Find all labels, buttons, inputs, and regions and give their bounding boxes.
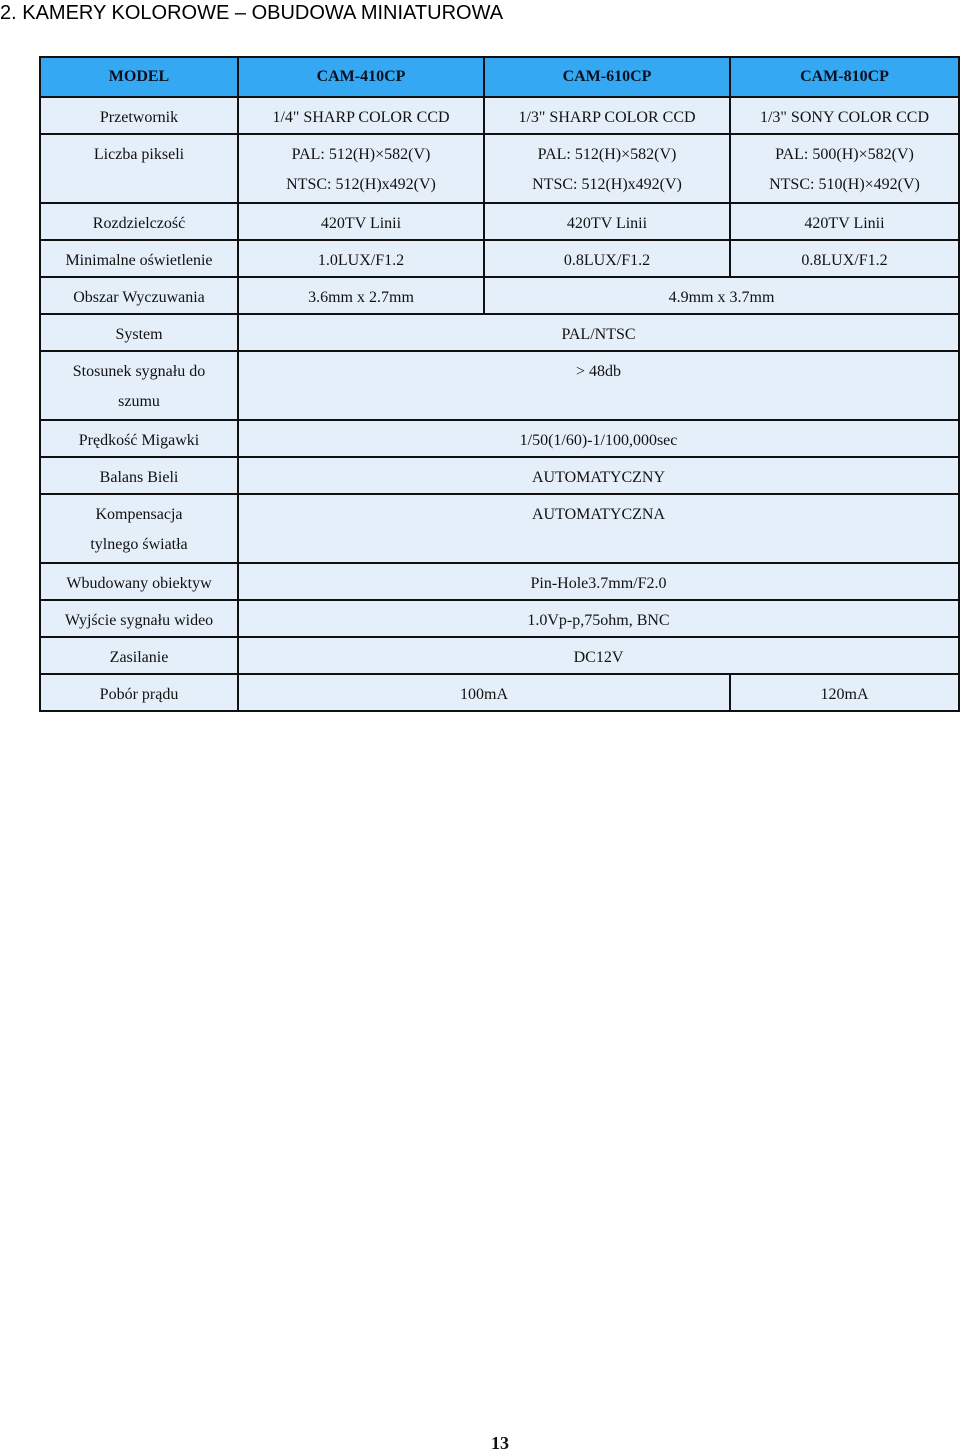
document-title: 2. KAMERY KOLOROWE – OBUDOWA MINIATUROWA (0, 2, 504, 24)
row-predkosc-migawki (40, 420, 959, 457)
ntsc-value: NTSC: 512(H)x492(V) (532, 176, 682, 193)
row-label: Zasilanie (40, 637, 238, 674)
pal-value: PAL: 500(H)×582(V) (775, 146, 914, 163)
table-cell: 1/50(1/60)-1/100,000sec (238, 420, 959, 457)
row-label: Wbudowany obiektyw (40, 563, 238, 600)
row-label (40, 494, 238, 563)
table-cell: 1/3" SHARP COLOR CCD (484, 97, 730, 134)
camera-spec-table (39, 56, 960, 712)
row-label: Przetwornik (40, 97, 238, 134)
table-cell: PAL/NTSC (238, 314, 959, 351)
row-przetwornik (40, 97, 959, 134)
page-number: 13 (491, 1433, 509, 1453)
table-cell (730, 134, 959, 203)
table-cell: DC12V (238, 637, 959, 674)
row-label: Pobór prądu (40, 674, 238, 711)
header-cam-410cp: CAM-410CP (238, 57, 484, 97)
table-cell: > 48db (238, 351, 959, 420)
table-cell: 4.9mm x 3.7mm (484, 277, 959, 314)
table-cell: 120mA (730, 674, 959, 711)
header-model: MODEL (40, 57, 238, 97)
row-label: Minimalne oświetlenie (40, 240, 238, 277)
row-label-line: Kompensacja (95, 506, 183, 523)
row-label: Balans Bieli (40, 457, 238, 494)
header-cam-810cp: CAM-810CP (730, 57, 959, 97)
row-kompensacja (40, 494, 959, 563)
row-rozdzielczosc (40, 203, 959, 240)
row-system (40, 314, 959, 351)
table-cell: 0.8LUX/F1.2 (484, 240, 730, 277)
row-liczba-pikseli (40, 134, 959, 203)
table-cell: 420TV Linii (484, 203, 730, 240)
table-cell: 3.6mm x 2.7mm (238, 277, 484, 314)
row-label-line: tylnego światła (90, 536, 188, 553)
row-label: System (40, 314, 238, 351)
table-cell: 0.8LUX/F1.2 (730, 240, 959, 277)
table-cell: 1/3" SONY COLOR CCD (730, 97, 959, 134)
row-obszar-wyczuwania (40, 277, 959, 314)
row-wyjscie-sygnalu (40, 600, 959, 637)
table-cell: 100mA (238, 674, 730, 711)
table-cell: AUTOMATYCZNY (238, 457, 959, 494)
row-label: Obszar Wyczuwania (40, 277, 238, 314)
table-cell: 1.0LUX/F1.2 (238, 240, 484, 277)
row-zasilanie (40, 637, 959, 674)
row-label (40, 351, 238, 420)
row-minimalne-oswietlenie (40, 240, 959, 277)
row-label: Prędkość Migawki (40, 420, 238, 457)
row-stosunek-sygnalu (40, 351, 959, 420)
table-cell (484, 134, 730, 203)
row-label: Liczba pikseli (40, 134, 238, 203)
row-balans-bieli (40, 457, 959, 494)
header-row (40, 57, 959, 97)
pal-value: PAL: 512(H)×582(V) (537, 146, 677, 163)
pal-value: PAL: 512(H)×582(V) (291, 146, 431, 163)
table-cell: 420TV Linii (238, 203, 484, 240)
row-label-line: Stosunek sygnału do (72, 363, 206, 380)
table-cell: AUTOMATYCZNA (238, 494, 959, 563)
row-pobor-pradu (40, 674, 959, 711)
table-cell: 1.0Vp-p,75ohm, BNC (238, 600, 959, 637)
table-cell: Pin-Hole3.7mm/F2.0 (238, 563, 959, 600)
row-wbudowany-obiektyw (40, 563, 959, 600)
table-cell: 420TV Linii (730, 203, 959, 240)
row-label: Wyjście sygnału wideo (40, 600, 238, 637)
table-cell: 1/4" SHARP COLOR CCD (238, 97, 484, 134)
header-cam-610cp: CAM-610CP (484, 57, 730, 97)
row-label: Rozdzielczość (40, 203, 238, 240)
ntsc-value: NTSC: 510(H)×492(V) (769, 176, 920, 193)
ntsc-value: NTSC: 512(H)x492(V) (286, 176, 436, 193)
table-cell (238, 134, 484, 203)
row-label-line: szumu (118, 393, 160, 410)
